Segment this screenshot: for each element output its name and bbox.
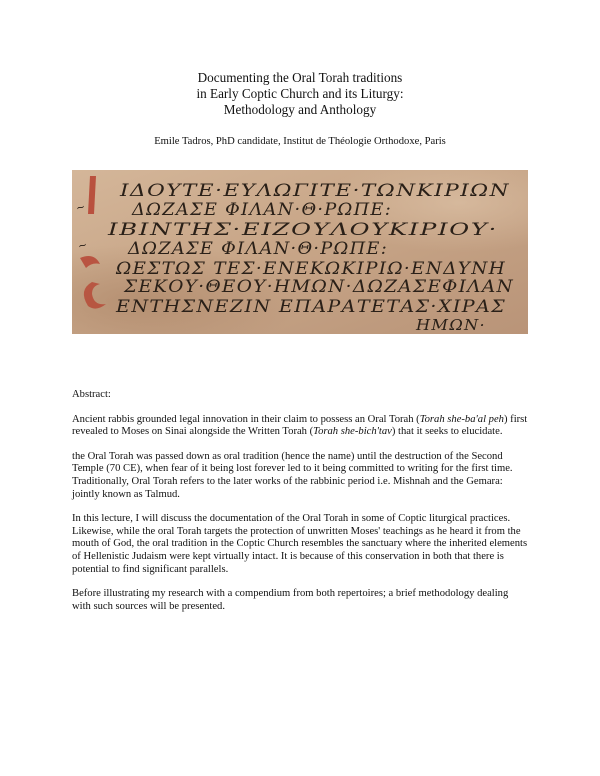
abstract-paragraph-1: Ancient rabbis grounded legal innovation in their claim to possess an Oral Torah (Torah she-ba'al peh) first revealed to Moses on Sinai alongside the Written Torah (Torah she-bich'tav) that it seeks to elucidate. bbox=[72, 413, 528, 438]
title-line-3: Methodology and Anthology bbox=[223, 102, 377, 117]
title-line-2: in Early Coptic Church and its Liturgy: bbox=[196, 86, 404, 101]
svg-text:~: ~ bbox=[76, 237, 89, 253]
manuscript-image bbox=[72, 170, 528, 334]
manuscript-line-6: ΣΕΚΟΥ·ΘΕΟΥ·ΗΜΩΝ·ΔΩΖΑΣΕΦΙΛΑΝ bbox=[122, 277, 514, 297]
term-written-torah: Torah she-bich'tav bbox=[313, 426, 392, 438]
author-line: Emile Tadros, PhD candidate, Institut de Théologie Orthodoxe, Paris bbox=[154, 136, 446, 147]
manuscript-line-3: ΙΒΙΝΤΗΣ·ΕΙΖΟΥΛΟΥΚΙΡΙΟΥ· bbox=[106, 220, 498, 240]
abstract-label: Abstract: bbox=[72, 389, 111, 400]
abstract-section bbox=[72, 389, 528, 625]
manuscript-line-1: ΙΔΟΥΤΕ·ΕΥΛΩΓΙΤΕ·ΤΩΝΚΙΡΙΩΝ bbox=[118, 181, 510, 201]
term-oral-torah: Torah she-ba'al peh bbox=[419, 413, 504, 425]
abstract-paragraph-4: Before illustrating my research with a compendium from both repertoires; a brief methodology dealing with such sources will be presented. bbox=[72, 588, 509, 612]
manuscript-line-8: ΗΜΩΝ· bbox=[414, 316, 486, 334]
paper-title bbox=[0, 70, 600, 118]
manuscript-line-5: ΩΕΣΤΩΣ ΤΕΣ·ΕΝΕΚΩΚΙΡΙΩ·ΕΝΔΥΝΗ bbox=[114, 259, 506, 279]
manuscript-line-4: ΔΩΖΑΣΕ ΦΙΛΑΝ·Θ·ΡΩΠΕ: bbox=[126, 239, 389, 259]
abstract-paragraph-3: In this lecture, I will discuss the documentation of the Oral Torah in some of Coptic liturgical practices. Likewise, while the oral Torah targets the protection of unwritten Moses' teachings as he heard it from the mouth of God, the oral tradition in the Coptic Church resembles the sanctuary where the inherited elements of Hellenistic Judaism were kept virtually intact. It is because of this conservation in both that there is potential to find significant parallels. bbox=[72, 513, 528, 575]
title-line-1: Documenting the Oral Torah traditions bbox=[197, 70, 403, 85]
manuscript-line-7: ΕΝΤΗΣΝΕΖΙΝ ΕΠΑΡΑΤΕΤΑΣ·ΧΙΡΑΣ bbox=[114, 297, 506, 317]
svg-text:~: ~ bbox=[74, 199, 87, 215]
manuscript-line-2: ΔΩΖΑΣΕ ΦΙΛΑΝ·Θ·ΡΩΠΕ: bbox=[130, 200, 393, 220]
abstract-paragraph-2: the Oral Torah was passed down as oral tradition (hence the name) until the destruction of the Second Temple (70 CE), when fear of it being lost forever led to it being committed to writing for the first time. Traditionally, Oral Torah refers to the later works of the rabbinic period i.e. Mishnah and the Gemara: jointly known as Talmud. bbox=[72, 450, 513, 500]
